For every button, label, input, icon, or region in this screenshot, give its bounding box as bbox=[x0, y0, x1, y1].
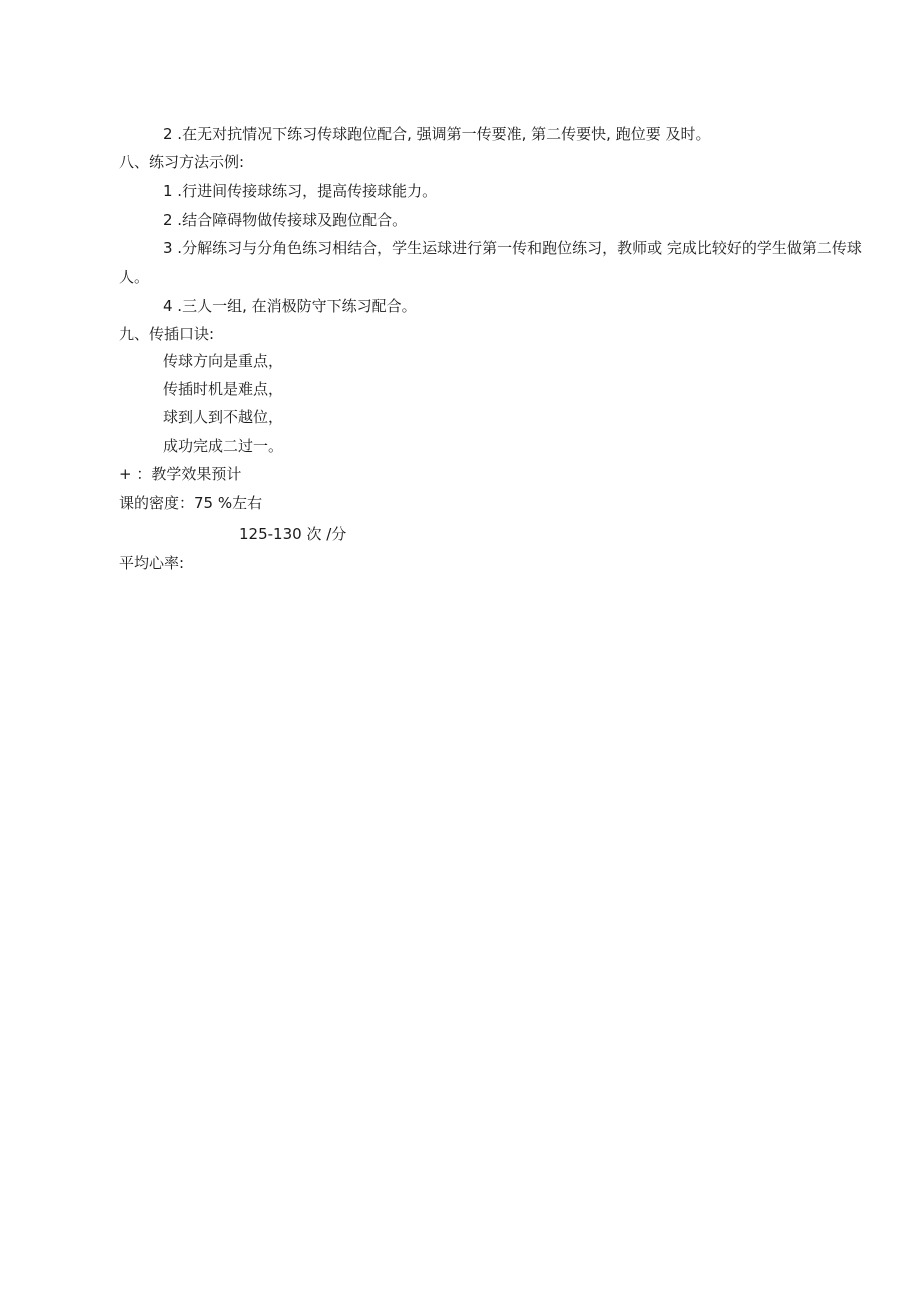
rhyme-line-2: 传插时机是难点， bbox=[163, 380, 284, 398]
section-10-heading: + ：教学效果预计 bbox=[119, 465, 242, 483]
rhyme-line-1: 传球方向是重点， bbox=[163, 352, 284, 370]
method-item-3: 3 .分解练习与分角色练习相结合，学生运球进行第一传和跑位练习，教师或 完成比较好的学生做第二传球人。 bbox=[119, 239, 862, 286]
method-item-4: 4 .三人一组, 在消极防守下练习配合。 bbox=[163, 297, 417, 315]
section-9-heading: 九、传插口诀: bbox=[119, 325, 215, 343]
method-item-1: 1 .行进间传接球练习，提高传接球能力。 bbox=[163, 182, 438, 200]
practice-point-2: 2 .在无对抗情况下练习传球跑位配合, 强调第一传要准, 第二传要快, 跑位要 及时。 bbox=[163, 125, 711, 143]
average-heart-rate-label: 平均心率: bbox=[119, 554, 185, 572]
method-item-2: 2 .结合障碍物做传接球及跑位配合。 bbox=[163, 211, 408, 229]
rhyme-line-3: 球到人到不越位， bbox=[163, 408, 284, 426]
heart-rate-value: 125-130 次 /分 bbox=[239, 525, 347, 543]
rhyme-line-4: 成功完成二过一。 bbox=[163, 437, 284, 455]
lesson-density: 课的密度：75 %左右 bbox=[119, 494, 263, 512]
section-8-heading: 八、练习方法示例: bbox=[119, 153, 245, 171]
